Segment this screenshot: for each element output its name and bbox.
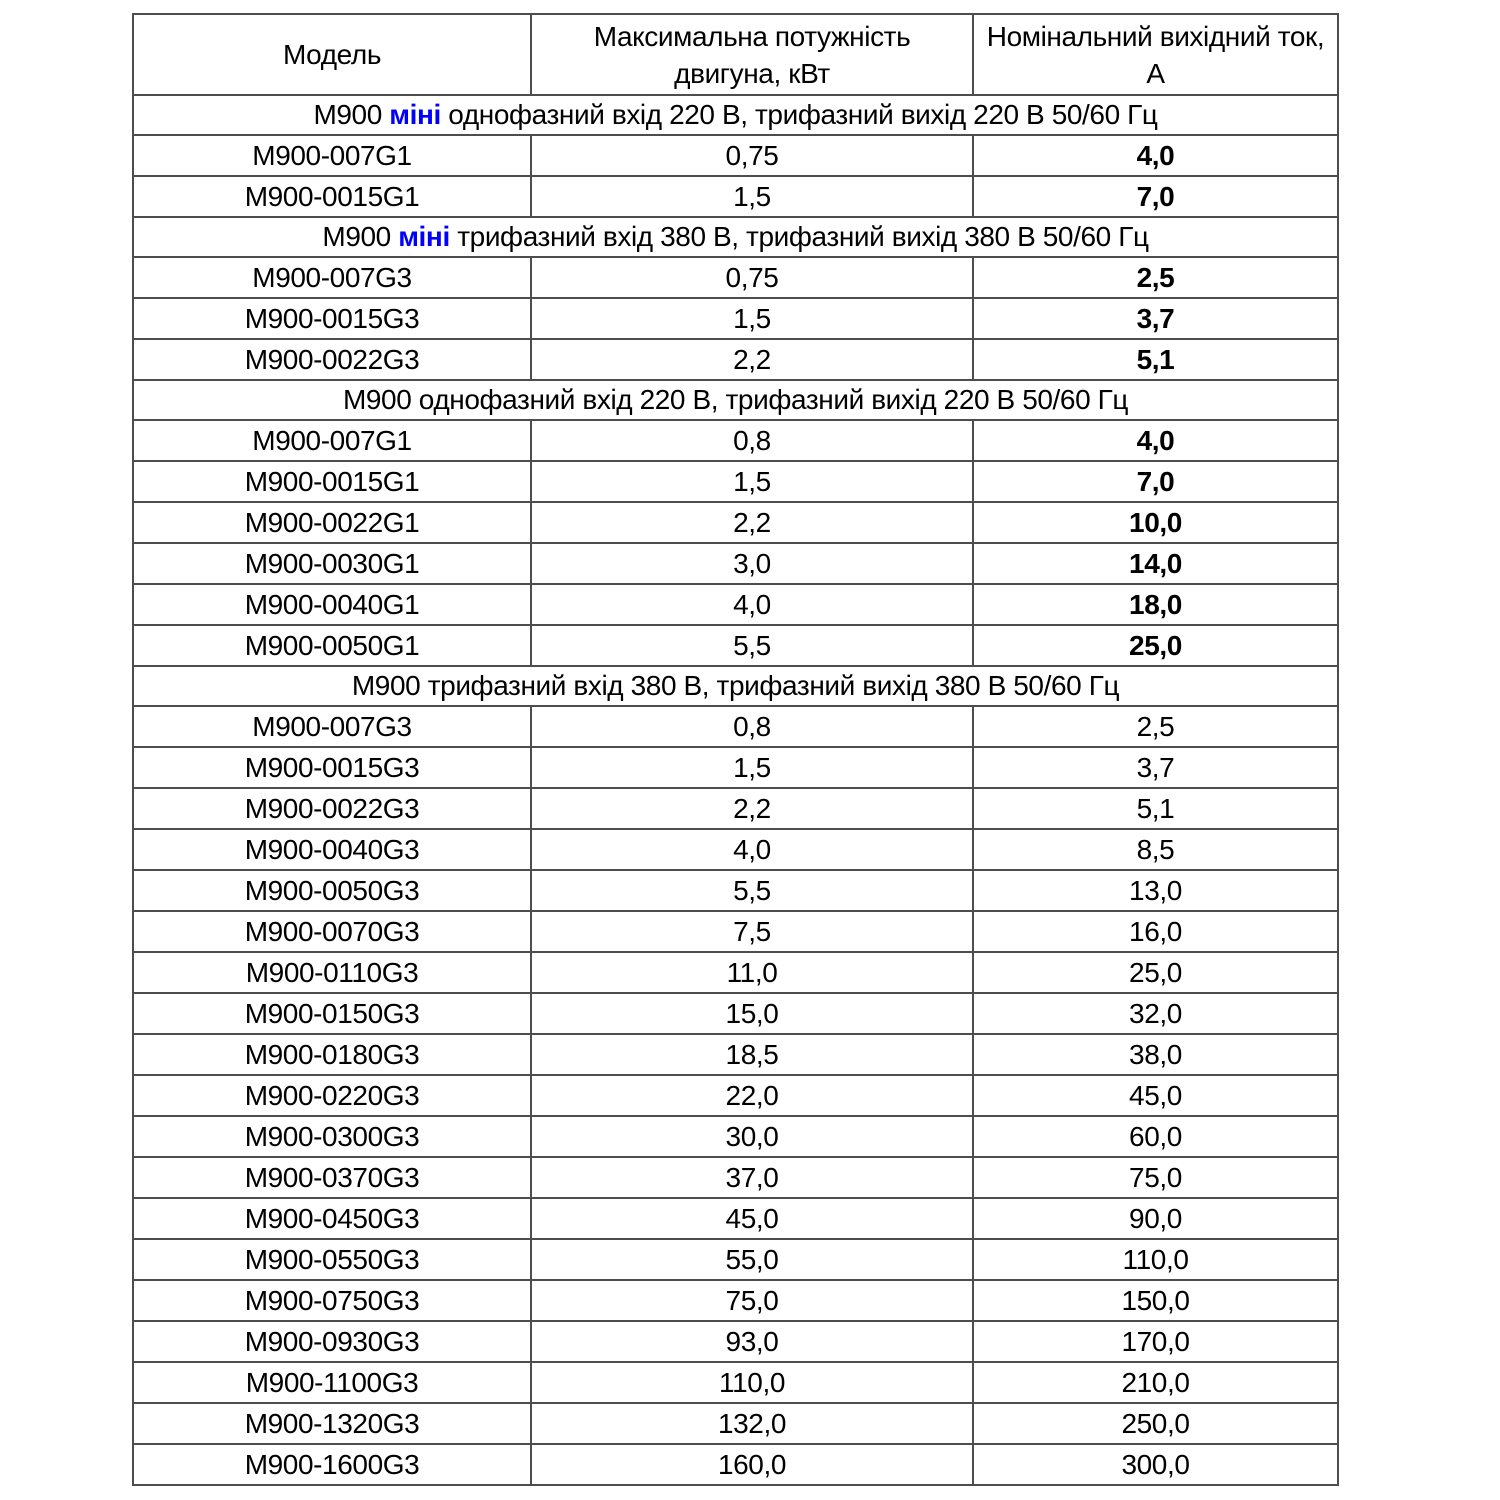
col-header-power-line1: Максимальна потужність: [593, 20, 911, 52]
model-cell: M900-007G1: [133, 135, 531, 176]
model-cell: M900-0050G1: [133, 625, 531, 666]
power-cell: 0,75: [531, 257, 973, 298]
model-cell: M900-007G1: [133, 420, 531, 461]
current-cell: 2,5: [973, 706, 1338, 747]
current-cell: 25,0: [973, 952, 1338, 993]
model-cell: M900-0015G3: [133, 747, 531, 788]
table-header-row: [133, 14, 1338, 95]
table-row: [133, 339, 1338, 380]
table-row: [133, 1198, 1338, 1239]
current-cell: 60,0: [973, 1116, 1338, 1157]
model-cell: M900-0015G3: [133, 298, 531, 339]
model-cell: M900-0022G3: [133, 339, 531, 380]
table-row: [133, 829, 1338, 870]
power-cell: 15,0: [531, 993, 973, 1034]
power-cell: 1,5: [531, 298, 973, 339]
table-row: [133, 135, 1338, 176]
power-cell: 18,5: [531, 1034, 973, 1075]
current-cell: 3,7: [973, 298, 1338, 339]
current-cell: 7,0: [973, 176, 1338, 217]
model-cell: M900-0550G3: [133, 1239, 531, 1280]
col-header-power: [531, 14, 973, 95]
current-cell: 90,0: [973, 1198, 1338, 1239]
model-cell: M900-0930G3: [133, 1321, 531, 1362]
table-row: [133, 543, 1338, 584]
table-row: [133, 625, 1338, 666]
current-cell: 75,0: [973, 1157, 1338, 1198]
model-cell: M900-1100G3: [133, 1362, 531, 1403]
model-cell: M900-007G3: [133, 706, 531, 747]
col-header-power-line2: двигуна, кВт: [674, 57, 830, 89]
power-cell: 132,0: [531, 1403, 973, 1444]
table-row: [133, 420, 1338, 461]
section-title: [133, 666, 1338, 706]
power-cell: 0,8: [531, 420, 973, 461]
model-cell: M900-1320G3: [133, 1403, 531, 1444]
current-cell: 32,0: [973, 993, 1338, 1034]
table-row: [133, 788, 1338, 829]
current-cell: 300,0: [973, 1444, 1338, 1485]
model-cell: M900-0450G3: [133, 1198, 531, 1239]
power-cell: 4,0: [531, 829, 973, 870]
current-cell: 150,0: [973, 1280, 1338, 1321]
section-header-row: [133, 666, 1338, 706]
current-cell: 4,0: [973, 420, 1338, 461]
current-cell: 8,5: [973, 829, 1338, 870]
table-row: [133, 911, 1338, 952]
table-row: [133, 1075, 1338, 1116]
current-cell: 250,0: [973, 1403, 1338, 1444]
model-cell: M900-0110G3: [133, 952, 531, 993]
section-title-prefix: М900: [322, 221, 391, 252]
model-cell: M900-0030G1: [133, 543, 531, 584]
power-cell: 75,0: [531, 1280, 973, 1321]
power-cell: 3,0: [531, 543, 973, 584]
power-cell: 45,0: [531, 1198, 973, 1239]
power-cell: 11,0: [531, 952, 973, 993]
model-cell: M900-0015G1: [133, 461, 531, 502]
power-cell: 55,0: [531, 1239, 973, 1280]
section-title-mini-highlight: міні: [389, 99, 441, 130]
power-cell: 93,0: [531, 1321, 973, 1362]
power-cell: 2,2: [531, 502, 973, 543]
table-row: [133, 1116, 1338, 1157]
table-row: [133, 502, 1338, 543]
current-cell: 14,0: [973, 543, 1338, 584]
current-cell: 110,0: [973, 1239, 1338, 1280]
model-cell: M900-0300G3: [133, 1116, 531, 1157]
table-row: [133, 706, 1338, 747]
table-row: [133, 952, 1338, 993]
current-cell: 16,0: [973, 911, 1338, 952]
section-title-prefix: М900: [342, 384, 412, 415]
power-cell: 30,0: [531, 1116, 973, 1157]
power-cell: 110,0: [531, 1362, 973, 1403]
current-cell: 3,7: [973, 747, 1338, 788]
model-cell: M900-0370G3: [133, 1157, 531, 1198]
current-cell: 25,0: [973, 625, 1338, 666]
section-title-mini-highlight: міні: [398, 221, 450, 252]
col-header-model: Модель: [133, 14, 531, 95]
power-cell: 160,0: [531, 1444, 973, 1485]
table-row: [133, 1444, 1338, 1485]
current-cell: 18,0: [973, 584, 1338, 625]
section-title: [133, 380, 1338, 420]
power-cell: 5,5: [531, 870, 973, 911]
model-cell: M900-0070G3: [133, 911, 531, 952]
section-title-suffix: трифазний вхід 380 В, трифазний вихід 380 В 50/60 Гц: [427, 670, 1120, 701]
table-row: [133, 1034, 1338, 1075]
col-header-current-line1: Номінальний вихідний ток,: [986, 20, 1325, 52]
table-row: [133, 298, 1338, 339]
section-header-row: [133, 95, 1338, 135]
table-row: [133, 584, 1338, 625]
section-title-suffix: однофазний вхід 220 В, трифазний вихід 220 В 50/60 Гц: [448, 99, 1158, 130]
section-title-suffix: однофазний вхід 220 В, трифазний вихід 220 В 50/60 Гц: [418, 384, 1129, 415]
table-row: [133, 1280, 1338, 1321]
power-cell: 0,8: [531, 706, 973, 747]
section-title-prefix: М900: [351, 670, 421, 701]
power-cell: 5,5: [531, 625, 973, 666]
model-cell: M900-0180G3: [133, 1034, 531, 1075]
power-cell: 1,5: [531, 176, 973, 217]
current-cell: 7,0: [973, 461, 1338, 502]
table-row: [133, 1157, 1338, 1198]
power-cell: 1,5: [531, 461, 973, 502]
specs-table-container: [132, 13, 1339, 1486]
power-cell: 7,5: [531, 911, 973, 952]
current-cell: 10,0: [973, 502, 1338, 543]
current-cell: 170,0: [973, 1321, 1338, 1362]
power-cell: 22,0: [531, 1075, 973, 1116]
table-row: [133, 1362, 1338, 1403]
section-title: [133, 217, 1338, 257]
current-cell: 45,0: [973, 1075, 1338, 1116]
current-cell: 5,1: [973, 339, 1338, 380]
table-row: [133, 257, 1338, 298]
model-cell: M900-0022G3: [133, 788, 531, 829]
table-row: [133, 870, 1338, 911]
model-cell: M900-0750G3: [133, 1280, 531, 1321]
table-row: [133, 747, 1338, 788]
col-header-current-line2: А: [1146, 57, 1165, 89]
table-row: [133, 1403, 1338, 1444]
current-cell: 210,0: [973, 1362, 1338, 1403]
power-cell: 0,75: [531, 135, 973, 176]
current-cell: 5,1: [973, 788, 1338, 829]
current-cell: 2,5: [973, 257, 1338, 298]
model-cell: M900-0040G3: [133, 829, 531, 870]
inverter-specs-table: [132, 13, 1339, 1486]
current-cell: 38,0: [973, 1034, 1338, 1075]
power-cell: 37,0: [531, 1157, 973, 1198]
model-cell: M900-0040G1: [133, 584, 531, 625]
model-cell: M900-007G3: [133, 257, 531, 298]
model-cell: M900-0150G3: [133, 993, 531, 1034]
power-cell: 2,2: [531, 788, 973, 829]
model-cell: M900-1600G3: [133, 1444, 531, 1485]
model-cell: M900-0220G3: [133, 1075, 531, 1116]
model-cell: M900-0022G1: [133, 502, 531, 543]
current-cell: 4,0: [973, 135, 1338, 176]
section-title-suffix: трифазний вхід 380 В, трифазний вихід 380 В 50/60 Гц: [457, 221, 1149, 252]
power-cell: 2,2: [531, 339, 973, 380]
section-title-prefix: М900: [313, 99, 382, 130]
model-cell: M900-0015G1: [133, 176, 531, 217]
table-row: [133, 993, 1338, 1034]
model-cell: M900-0050G3: [133, 870, 531, 911]
col-header-current: [973, 14, 1338, 95]
current-cell: 13,0: [973, 870, 1338, 911]
table-row: [133, 176, 1338, 217]
section-header-row: [133, 217, 1338, 257]
power-cell: 4,0: [531, 584, 973, 625]
table-row: [133, 1239, 1338, 1280]
table-row: [133, 461, 1338, 502]
table-row: [133, 1321, 1338, 1362]
section-header-row: [133, 380, 1338, 420]
section-title: [133, 95, 1338, 135]
power-cell: 1,5: [531, 747, 973, 788]
